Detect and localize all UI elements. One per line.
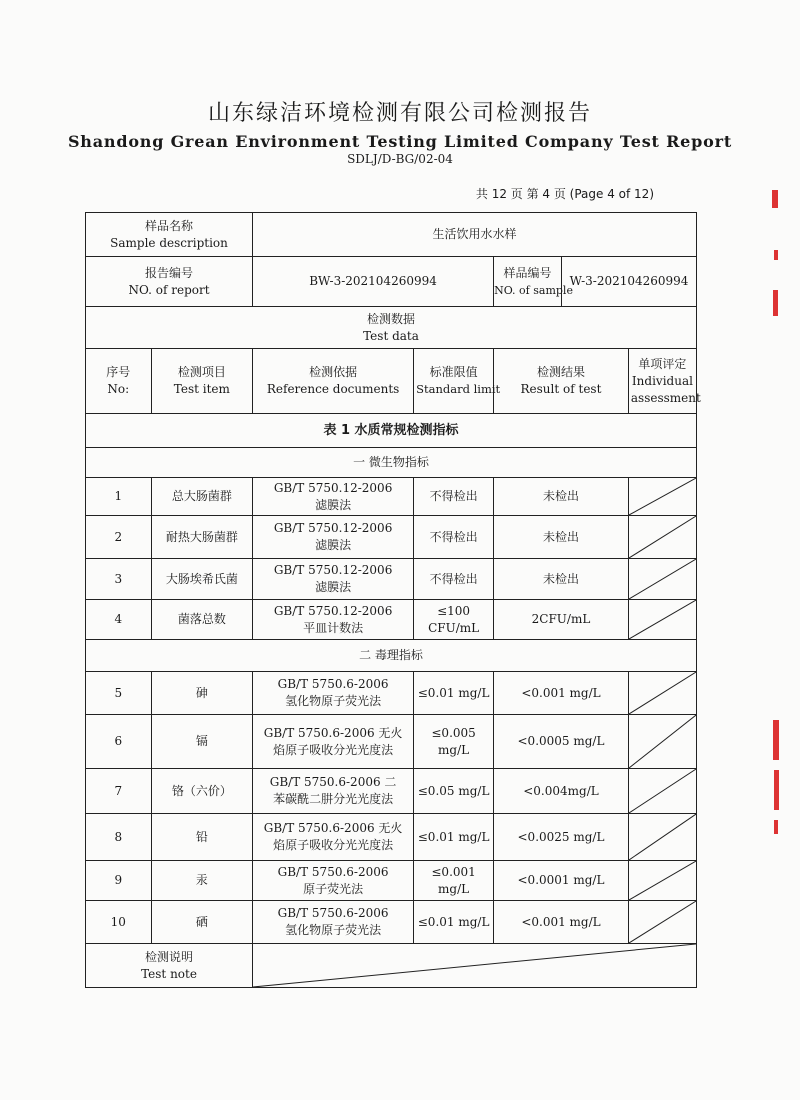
- reference-document: [253, 478, 414, 516]
- label-cn: 检测数据: [366, 311, 415, 326]
- test-result: <0.0025 mg/L: [494, 814, 629, 861]
- column-header-assessment: [628, 349, 701, 414]
- individual-assessment: [628, 814, 696, 861]
- scan-mark: [774, 250, 778, 260]
- row-number: 8: [86, 814, 152, 861]
- report-no-label: [86, 257, 253, 307]
- table-row: [86, 478, 697, 516]
- row-number: 5: [86, 672, 152, 715]
- reference-document: [253, 715, 414, 769]
- table-row: [86, 672, 697, 715]
- row-number: 2: [86, 516, 152, 559]
- reference-method: 滤膜法: [315, 538, 352, 552]
- test-item: 汞: [151, 861, 252, 901]
- test-item: 耐热大肠菌群: [151, 516, 252, 559]
- not-applicable-slash: [629, 861, 696, 900]
- reference-line: GB/T 5750.12-2006: [273, 563, 393, 577]
- reference-method: 焰原子吸收分光光度法: [273, 838, 394, 852]
- reference-method: 原子荧光法: [303, 881, 364, 896]
- individual-assessment: [628, 600, 696, 640]
- test-result: 未检出: [494, 516, 629, 559]
- standard-limit: ≤0.001 mg/L: [414, 861, 494, 901]
- label-en: Test item: [173, 382, 230, 396]
- individual-assessment: [628, 715, 696, 769]
- row-number: 3: [86, 559, 152, 600]
- reference-document: [253, 600, 414, 640]
- test-item: 硒: [151, 901, 252, 944]
- reference-line: GB/T 5750.12-2006: [273, 521, 393, 535]
- reference-line: GB/T 5750.6-2006: [277, 864, 389, 879]
- test-result: 未检出: [494, 478, 629, 516]
- standard-limit: ≤0.01 mg/L: [414, 901, 494, 944]
- document-code: SDLJ/D-BG/02-04: [347, 152, 453, 166]
- table-row: [86, 769, 697, 814]
- reference-method: 滤膜法: [315, 497, 352, 512]
- row-number: 1: [86, 478, 152, 516]
- test-result: <0.0005 mg/L: [494, 715, 629, 769]
- not-applicable-slash: [629, 672, 696, 714]
- individual-assessment: [628, 516, 696, 559]
- section-heading: 一 微生物指标: [86, 448, 697, 478]
- individual-assessment: [628, 672, 696, 715]
- column-header-result: [494, 349, 629, 414]
- reference-line: GB/T 5750.6-2006 无火: [263, 725, 403, 740]
- scan-mark: [774, 820, 778, 834]
- test-result: <0.001 mg/L: [494, 672, 629, 715]
- reference-line: GB/T 5750.6-2006: [277, 677, 389, 691]
- reference-document: [253, 516, 414, 559]
- table-row: [86, 600, 697, 640]
- individual-assessment: [628, 478, 696, 516]
- not-applicable-slash: [253, 944, 696, 987]
- label-en: Test data: [363, 328, 419, 343]
- test-item: 菌落总数: [151, 600, 252, 640]
- column-header-test-item: [151, 349, 252, 414]
- label-cn: 标准限值: [429, 365, 478, 379]
- table-title: 表 1 水质常规检测指标: [86, 414, 697, 448]
- not-applicable-slash: [629, 600, 696, 639]
- reference-method: 滤膜法: [315, 580, 352, 594]
- test-result: <0.001 mg/L: [494, 901, 629, 944]
- label-en: Reference documents: [266, 382, 400, 396]
- test-item: 镉: [151, 715, 252, 769]
- reference-line: GB/T 5750.12-2006: [273, 480, 393, 495]
- sample-no-label: [494, 257, 573, 307]
- row-number: 6: [86, 715, 152, 769]
- reference-line: GB/T 5750.6-2006: [277, 906, 389, 920]
- standard-limit: ≤0.05 mg/L: [414, 769, 494, 814]
- standard-limit: ≤100 CFU/mL: [414, 600, 494, 640]
- section-heading: 二 毒理指标: [86, 640, 697, 672]
- label-en: Standard limit: [416, 382, 501, 396]
- individual-assessment: [628, 901, 696, 944]
- label-cn: 序号: [106, 365, 131, 379]
- report-title-cn: 山东绿洁环境检测有限公司检测报告: [207, 101, 592, 126]
- row-number: 7: [86, 769, 152, 814]
- label-en: Individual assessment: [630, 373, 701, 405]
- reference-document: [253, 672, 414, 715]
- column-header-row: [86, 349, 697, 414]
- test-item: 大肠埃希氏菌: [151, 559, 252, 600]
- label-en: Test note: [141, 966, 197, 981]
- standard-limit: ≤0.01 mg/L: [414, 814, 494, 861]
- label-cn: 检测说明: [145, 949, 194, 964]
- report-title-en: Shandong Grean Environment Testing Limited Company Test Report: [67, 132, 733, 151]
- reference-method: 氢化物原子荧光法: [285, 923, 382, 937]
- label-cn: 检测结果: [536, 365, 585, 379]
- table-row: [86, 901, 697, 944]
- not-applicable-slash: [629, 516, 696, 558]
- scan-mark: [772, 190, 778, 208]
- individual-assessment: [628, 861, 696, 901]
- standard-limit: 不得检出: [414, 559, 494, 600]
- reference-line: GB/T 5750.12-2006: [273, 603, 393, 618]
- reference-method: 氢化物原子荧光法: [285, 694, 382, 708]
- not-applicable-slash: [629, 814, 696, 860]
- reference-document: [253, 559, 414, 600]
- sample-description-label: [86, 213, 253, 257]
- test-item: 总大肠菌群: [151, 478, 252, 516]
- test-item: 铅: [151, 814, 252, 861]
- table-row: [86, 715, 697, 769]
- not-applicable-slash: [629, 715, 696, 768]
- test-report-table: [85, 212, 701, 988]
- label-cn: 样品编号: [503, 265, 552, 280]
- test-result: 2CFU/mL: [494, 600, 629, 640]
- reference-method: 平皿计数法: [303, 620, 364, 635]
- test-note-value: [253, 944, 697, 988]
- scan-mark: [774, 770, 779, 810]
- label-en: No:: [107, 382, 130, 396]
- reference-document: [253, 769, 414, 814]
- not-applicable-slash: [629, 769, 696, 813]
- scan-mark: [773, 720, 779, 760]
- sample-description-value: 生活饮用水水样: [253, 213, 697, 257]
- label-en: NO. of report: [128, 282, 210, 297]
- reference-line: GB/T 5750.6-2006 无火: [263, 821, 403, 835]
- standard-limit: ≤0.005 mg/L: [414, 715, 494, 769]
- test-item: 铬（六价）: [151, 769, 252, 814]
- reference-method: 苯碳酰二肼分光光度法: [273, 792, 394, 806]
- sample-no-value: W-3-202104260994: [562, 257, 697, 307]
- reference-line: GB/T 5750.6-2006 二: [269, 775, 397, 789]
- label-en: Result of test: [520, 382, 602, 396]
- table-row: [86, 516, 697, 559]
- not-applicable-slash: [629, 478, 696, 515]
- not-applicable-slash: [629, 901, 696, 943]
- reference-document: [253, 814, 414, 861]
- label-cn: 单项评定: [638, 356, 687, 371]
- reference-method: 焰原子吸收分光光度法: [273, 742, 394, 757]
- test-item: 砷: [151, 672, 252, 715]
- test-result: <0.004mg/L: [494, 769, 629, 814]
- test-result: <0.0001 mg/L: [494, 861, 629, 901]
- label-en: NO. of sample: [494, 283, 573, 297]
- column-header-no: [86, 349, 152, 414]
- scan-mark: [773, 290, 778, 316]
- not-applicable-slash: [629, 559, 696, 599]
- row-number: 9: [86, 861, 152, 901]
- reference-document: [253, 861, 414, 901]
- row-number: 10: [86, 901, 152, 944]
- individual-assessment: [628, 559, 696, 600]
- standard-limit: ≤0.01 mg/L: [414, 672, 494, 715]
- label-cn: 检测依据: [309, 365, 358, 379]
- standard-limit: 不得检出: [414, 478, 494, 516]
- test-result: 未检出: [494, 559, 629, 600]
- table-row: [86, 861, 697, 901]
- label-cn: 报告编号: [145, 265, 194, 280]
- column-header-reference: [253, 349, 414, 414]
- page-info: 共 12 页 第 4 页 (Page 4 of 12): [475, 187, 654, 201]
- report-no-value: BW-3-202104260994: [253, 257, 494, 307]
- column-header-standard-limit: [414, 349, 501, 414]
- individual-assessment: [628, 769, 696, 814]
- standard-limit: 不得检出: [414, 516, 494, 559]
- table-row: [86, 814, 697, 861]
- test-data-heading: [86, 307, 697, 349]
- reference-document: [253, 901, 414, 944]
- test-note-label: [86, 944, 253, 988]
- row-number: 4: [86, 600, 152, 640]
- label-cn: 检测项目: [177, 365, 226, 379]
- label-en: Sample description: [110, 235, 228, 250]
- label-cn: 样品名称: [145, 218, 194, 233]
- table-row: [86, 559, 697, 600]
